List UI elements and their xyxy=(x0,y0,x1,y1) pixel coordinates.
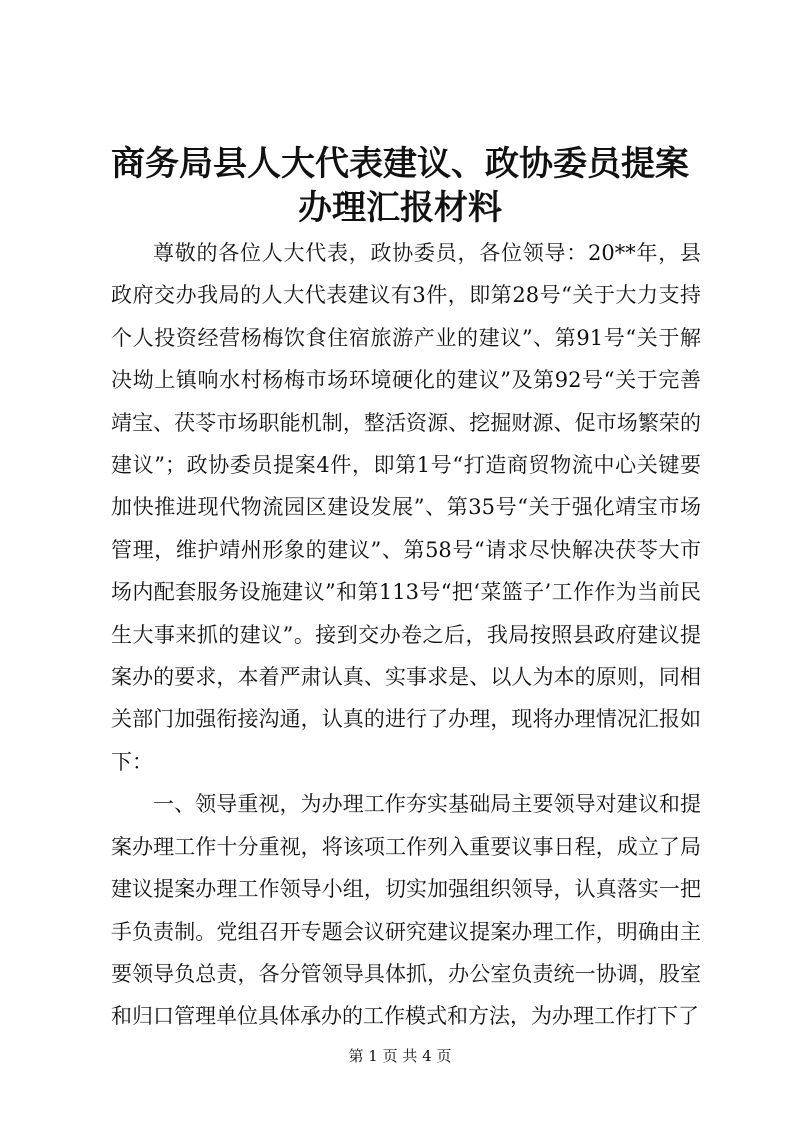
paragraph-intro: 尊敬的各位人大代表，政协委员，各位领导：20**年，县政府交办我局的人大代表建议有3件，即第28号“关于大力支持个人投资经营杨梅饮食住宿旅游产业的建议”、第91号“关于解决坳上镇响水村杨梅市场环境硬化的建议”及第92号“关于完善靖宝、茯苓市场职能机制，整活资源、挖掘财源、促市场繁荣的建议”；政协委员提案4件，即第1号“打造商贸物流中心关键要加快推进现代物流园区建设发展”、第35号“关于强化靖宝市场管理，维护靖州形象的建议”、第58号“请求尽快解决茯苓大市场内配套服务设施建议”和第113号“把‘菜篮子’工作作为当前民生大事来抓的建议”。接到交办卷之后，我局按照县政府建议提案办的要求，本着严肃认真、实事求是、以人为本的原则，同相关部门加强衔接沟通，认真的进行了办理，现将办理情况汇报如下： xyxy=(111,241,701,774)
document-body xyxy=(111,232,701,1038)
document-title: 商务局县人大代表建议、政协委员提案办理汇报材料 xyxy=(111,144,689,228)
page-number-footer: 第 1 页 共 4 页 xyxy=(348,1047,452,1065)
paragraph-section-one: 一、领导重视，为办理工作夯实基础局主要领导对建议和提案办理工作十分重视，将该项工作列入重要议事日程，成立了局建议提案办理工作领导小组，切实加强组织领导，认真落实一把手负责制。党组召开专题会议研究建议提案办理工作，明确由主要领导负总责，各分管领导具体抓，办公室负责统一协调，股室和归口管理单位具体承办的工作模式和方法，为办理工作打下了 xyxy=(111,792,701,1029)
